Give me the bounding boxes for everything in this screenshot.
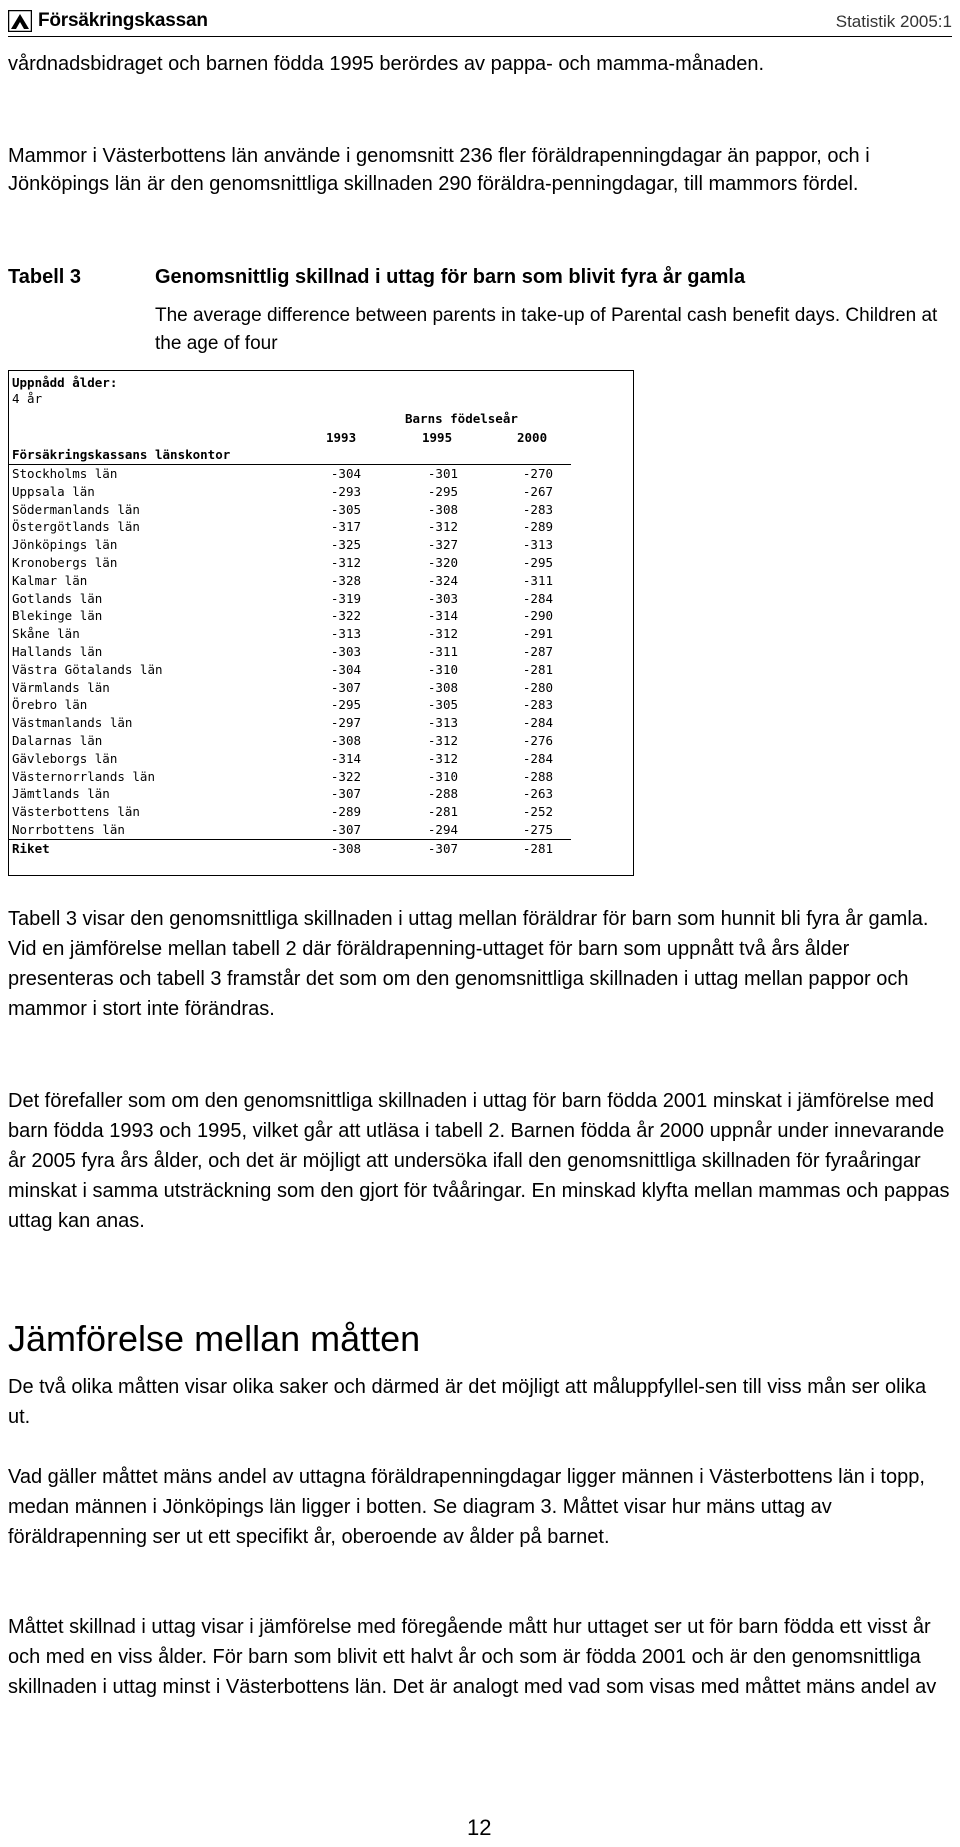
- table-row: [9, 661, 571, 679]
- cell-value: -313: [427, 715, 458, 731]
- row-label: Dalarnas län: [12, 732, 103, 748]
- cell-value: -322: [330, 768, 361, 784]
- cell-value: -275: [522, 821, 553, 837]
- row-label: Kalmar län: [12, 572, 88, 588]
- paragraph-tabell3: Tabell 3 visar den genomsnittliga skillnaden i uttag mellan föräldrar för barn som hunnit bli fyra år gamla. Vid en jämförelse mellan tabell 2 där föräldrapenning-uttaget för barn som uppnått två års ålder presenteras och tabell 3 framstår det som om den genomsnittliga skillnaden i uttag mellan pappor och mammor i stort inte förändras.: [8, 908, 929, 1020]
- column-group-header: Barns födelseår: [405, 411, 518, 426]
- cell-value: -305: [330, 501, 361, 517]
- row-label: Västerbottens län: [12, 804, 140, 820]
- cell-value: -293: [330, 483, 361, 499]
- table-row: [9, 750, 571, 768]
- cell-value: -307: [427, 840, 458, 856]
- table-row: [9, 501, 571, 519]
- cell-value: -290: [522, 608, 553, 624]
- table-row: [9, 607, 571, 625]
- cell-value: -283: [522, 697, 553, 713]
- years-header-row: [9, 430, 633, 446]
- cell-value: -288: [522, 768, 553, 784]
- paragraph-intro: vårdnadsbidraget och barnen födda 1995 berördes av pappa- och mamma-månaden.: [8, 53, 765, 75]
- age-value: 4 år: [12, 391, 43, 406]
- cell-value: -270: [522, 466, 553, 481]
- table-row: [9, 518, 571, 536]
- cell-value: -307: [330, 786, 361, 802]
- cell-value: -322: [330, 608, 361, 624]
- cell-value: -312: [427, 626, 458, 642]
- cell-value: -319: [330, 590, 361, 606]
- brand-logo: [8, 8, 208, 34]
- row-label: Jönköpings län: [12, 537, 118, 553]
- brand-name: Försäkringskassan: [38, 10, 208, 31]
- cell-value: -314: [330, 750, 361, 766]
- cell-value: -307: [330, 679, 361, 695]
- table-label: Tabell 3: [8, 266, 81, 288]
- cell-value: -325: [330, 537, 361, 553]
- cell-value: -291: [522, 626, 553, 642]
- row-label: Norrbottens län: [12, 821, 125, 837]
- year-header: 1995: [422, 430, 453, 445]
- table-row: [9, 732, 571, 750]
- cell-value: -287: [522, 643, 553, 659]
- logo-icon: [8, 10, 32, 32]
- cell-value: -312: [427, 519, 458, 535]
- row-label: Värmlands län: [12, 679, 110, 695]
- cell-value: -327: [427, 537, 458, 553]
- paragraph-skillnad: Måttet skillnad i uttag visar i jämförelse med föregående mått hur uttaget ser ut för barn födda ett visst år och med en viss ålder. För barn som blivit ett halvt år och som är födda 2001 och är den genomsnittliga skillnaden i uttag minst i Västerbottens län. Det är analogt med vad som visas med måttet mäns andel av: [8, 1616, 937, 1698]
- row-label: Gävleborgs län: [12, 750, 118, 766]
- table-row: [9, 714, 571, 732]
- page-header: [8, 6, 952, 37]
- row-label: Östergötlands län: [12, 519, 140, 535]
- cell-value: -312: [427, 750, 458, 766]
- row-label: Hallands län: [12, 643, 103, 659]
- report-id: Statistik 2005:1: [835, 12, 952, 31]
- row-label: Västmanlands län: [12, 715, 133, 731]
- cell-value: -284: [522, 590, 553, 606]
- cell-value: -281: [427, 804, 458, 820]
- table-row: [9, 536, 571, 554]
- table-row: [9, 821, 571, 839]
- cell-value: -307: [330, 821, 361, 837]
- cell-value: -317: [330, 519, 361, 535]
- table-title: Genomsnittlig skillnad i uttag för barn som blivit fyra år gamla: [155, 266, 746, 288]
- cell-value: -311: [427, 643, 458, 659]
- cell-value: -312: [330, 554, 361, 570]
- row-label: Kronobergs län: [12, 554, 118, 570]
- cell-value: -308: [427, 501, 458, 517]
- row-label: Örebro län: [12, 697, 88, 713]
- year-header: 2000: [517, 430, 548, 445]
- table-row: [9, 785, 571, 803]
- cell-value: -304: [330, 661, 361, 677]
- table-row: [9, 768, 571, 786]
- paragraph-matten: De två olika måtten visar olika saker och därmed är det möjligt att måluppfyllel-sen till viss mån ser olika ut.: [8, 1376, 927, 1428]
- row-group-header: Försäkringskassans länskontor: [12, 447, 231, 462]
- cell-value: -324: [427, 572, 458, 588]
- cell-value: -276: [522, 732, 553, 748]
- table-row: [9, 679, 571, 697]
- cell-value: -289: [330, 804, 361, 820]
- cell-value: -311: [522, 572, 553, 588]
- cell-value: -294: [427, 821, 458, 837]
- table-body: [9, 464, 571, 858]
- cell-value: -303: [427, 590, 458, 606]
- row-label: Uppsala län: [12, 483, 95, 499]
- cell-value: -328: [330, 572, 361, 588]
- cell-value: -295: [330, 697, 361, 713]
- cell-value: -303: [330, 643, 361, 659]
- table-row: [9, 554, 571, 572]
- cell-value: -313: [522, 537, 553, 553]
- cell-value: -288: [427, 786, 458, 802]
- data-table: [8, 370, 634, 876]
- cell-value: -280: [522, 679, 553, 695]
- cell-value: -263: [522, 786, 553, 802]
- cell-value: -284: [522, 715, 553, 731]
- table-row: [9, 483, 571, 501]
- cell-value: -283: [522, 501, 553, 517]
- table-total-row: [9, 839, 571, 858]
- cell-value: -297: [330, 715, 361, 731]
- table-row: [9, 696, 571, 714]
- cell-value: -310: [427, 768, 458, 784]
- paragraph-minskning: Det förefaller som om den genomsnittliga skillnaden i uttag för barn födda 2001 minskat i jämförelse med barn födda 1993 och 1995, vilket går att utläsa i tabell 2. Barnen födda år 2000 uppnår under innevarande år 2005 fyra års ålder, och det är möjligt att undersöka ifall den genomsnittliga skillnaden för fyraåringar minskat i samma utsträckning som den gjort för tvååringar. En minskad klyfta mellan mammas och pappas uttag kan anas.: [8, 1090, 950, 1232]
- row-label: Skåne län: [12, 626, 80, 642]
- cell-value: -308: [330, 840, 361, 856]
- cell-value: -267: [522, 483, 553, 499]
- table-row: [9, 803, 571, 821]
- page-number: 12: [467, 1815, 492, 1840]
- row-label: Blekinge län: [12, 608, 103, 624]
- cell-value: -320: [427, 554, 458, 570]
- cell-value: -301: [427, 466, 458, 481]
- table-subtitle: The average difference between parents in take-up of Parental cash benefit days. Children at the age of four: [155, 305, 938, 354]
- cell-value: -312: [427, 732, 458, 748]
- table-row: [9, 572, 571, 590]
- row-label: Södermanlands län: [12, 501, 140, 517]
- table-row: [9, 643, 571, 661]
- row-label: Jämtlands län: [12, 786, 110, 802]
- year-header: 1993: [326, 430, 357, 445]
- paragraph-vasterbotten: Mammor i Västerbottens län använde i genomsnitt 236 fler föräldrapenningdagar än pappor, och i Jönköpings län är den genomsnittliga skillnaden 290 föräldra-penningdagar, till mammors fördel.: [8, 145, 870, 195]
- cell-value: -295: [427, 483, 458, 499]
- row-label: Västernorrlands län: [12, 768, 155, 784]
- cell-value: -304: [330, 466, 361, 481]
- age-label: Uppnådd ålder:: [12, 375, 118, 390]
- cell-value: -308: [427, 679, 458, 695]
- cell-value: -314: [427, 608, 458, 624]
- row-label: Västra Götalands län: [12, 661, 163, 677]
- cell-value: -281: [522, 661, 553, 677]
- table-row: [9, 590, 571, 608]
- cell-value: -313: [330, 626, 361, 642]
- row-label: Gotlands län: [12, 590, 103, 606]
- section-heading: Jämförelse mellan måtten: [8, 1318, 421, 1359]
- cell-value: -252: [522, 804, 553, 820]
- table-row: [9, 465, 571, 483]
- cell-value: -295: [522, 554, 553, 570]
- cell-value: -289: [522, 519, 553, 535]
- cell-value: -305: [427, 697, 458, 713]
- table-row: [9, 625, 571, 643]
- cell-value: -308: [330, 732, 361, 748]
- cell-value: -281: [522, 840, 553, 856]
- row-label: Stockholms län: [12, 466, 118, 481]
- row-label: Riket: [12, 840, 50, 856]
- cell-value: -310: [427, 661, 458, 677]
- cell-value: -284: [522, 750, 553, 766]
- paragraph-mans-andel: Vad gäller måttet mäns andel av uttagna föräldrapenningdagar ligger männen i Västerbottens län i topp, medan männen i Jönköpings län ligger i botten. Se diagram 3. Måttet visar hur mäns uttag av föräldrapenning ser ut ett specifikt år, oberoende av ålder på barnet.: [8, 1466, 925, 1548]
